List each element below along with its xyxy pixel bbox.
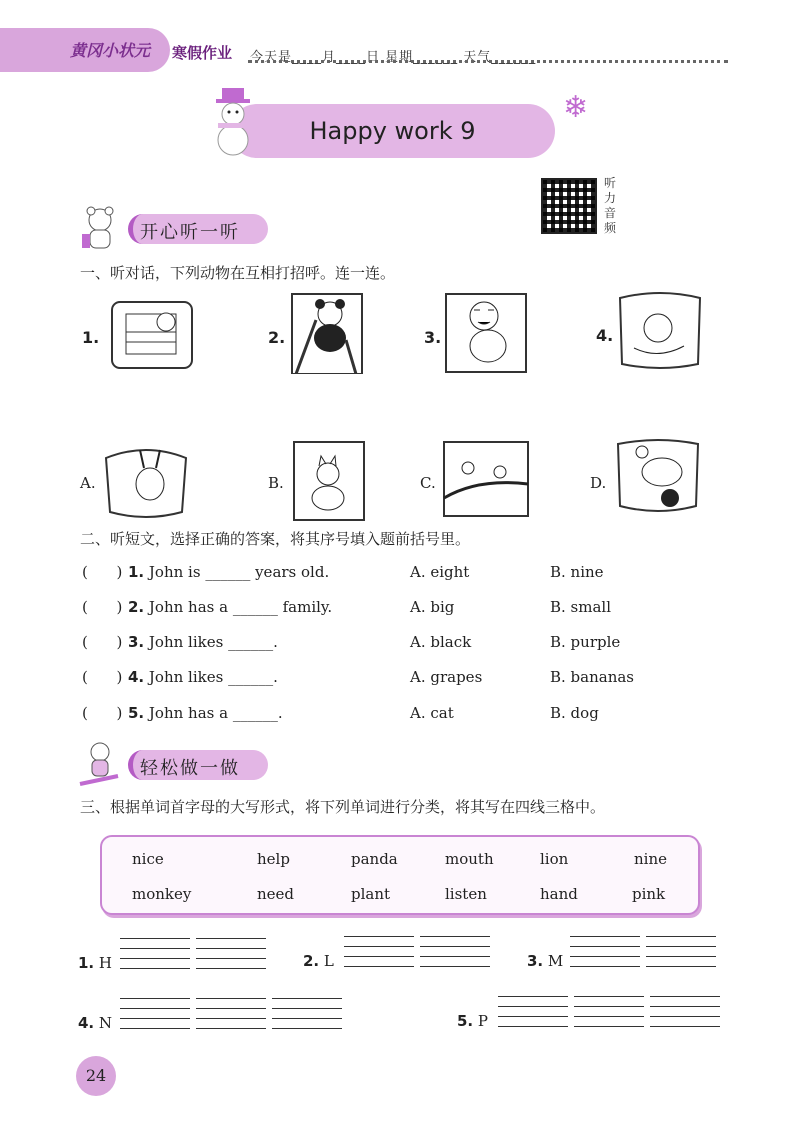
pic-letter-A: A.	[80, 474, 96, 492]
word-item: monkey	[132, 885, 192, 903]
qr-code-icon[interactable]	[541, 178, 597, 234]
item-2-option-b: B. small	[550, 598, 612, 616]
answer-4-letter: N	[98, 1014, 113, 1032]
word-item: mouth	[445, 850, 494, 868]
answer-4-label	[78, 1014, 112, 1032]
answer-5-label	[457, 1012, 488, 1030]
item-2-number: 2.	[128, 598, 145, 616]
qr-label: 听力音频	[604, 176, 617, 235]
word-item: panda	[351, 850, 398, 868]
page-title: Happy work 9	[309, 117, 476, 145]
four-line-grid[interactable]	[196, 938, 266, 970]
item-1	[128, 563, 329, 581]
item-4-number: 4.	[128, 668, 145, 686]
answer-1-letter: H	[98, 954, 113, 972]
answer-3-label	[527, 952, 563, 970]
four-line-grid[interactable]	[650, 996, 720, 1028]
word-item: lion	[540, 850, 569, 868]
four-line-grid[interactable]	[574, 996, 644, 1028]
four-line-grid[interactable]	[272, 998, 342, 1030]
pic-number-2: 2.	[268, 328, 286, 347]
item-2	[128, 598, 332, 616]
word-item: plant	[351, 885, 391, 903]
tiger-picture	[440, 290, 532, 374]
four-line-grid[interactable]	[196, 998, 266, 1030]
panda-picture	[286, 290, 378, 374]
question-1-instruction: 一、听对话，下列动物在互相打招呼。连一连。	[80, 264, 396, 282]
cat-picture	[286, 438, 378, 522]
four-line-grid[interactable]	[420, 936, 490, 968]
monkey-picture	[614, 288, 706, 372]
answer-5-letter: P	[477, 1012, 489, 1030]
pic-letter-C: C.	[420, 474, 436, 492]
rabbit-picture	[100, 438, 192, 522]
answer-1-number: 1.	[78, 954, 95, 972]
item-1-option-a: A. eight	[410, 563, 470, 581]
item-4-option-b: B. bananas	[550, 668, 635, 686]
item-2-paren[interactable]: ( )	[82, 598, 123, 616]
item-2-stem: John has a ______ family.	[148, 598, 333, 616]
word-item: listen	[445, 885, 487, 903]
header-divider	[248, 60, 728, 63]
item-3-stem: John likes ______.	[148, 633, 278, 651]
pic-number-1: 1.	[82, 328, 100, 347]
item-5-paren[interactable]: ( )	[82, 704, 123, 722]
item-5-option-a: A. cat	[410, 704, 454, 722]
section-practice-heading: 轻松做一做	[140, 758, 240, 779]
four-line-grid[interactable]	[646, 936, 716, 968]
item-5	[128, 704, 283, 722]
item-3	[128, 633, 278, 651]
item-5-number: 5.	[128, 704, 145, 722]
item-5-option-b: B. dog	[550, 704, 599, 722]
word-item: pink	[632, 885, 666, 903]
pic-number-3: 3.	[424, 328, 442, 347]
item-4-stem: John likes ______.	[148, 668, 278, 686]
item-1-number: 1.	[128, 563, 145, 581]
item-3-option-b: B. purple	[550, 633, 621, 651]
section-listen-heading: 开心听一听	[140, 222, 240, 243]
question-3-instruction: 三、根据单词首字母的大写形式，将下列单词进行分类，将其写在四线三格中。	[80, 798, 606, 816]
bear-mascot-icon	[78, 204, 122, 252]
pic-letter-D: D.	[590, 474, 607, 492]
answer-2-number: 2.	[303, 952, 320, 970]
item-1-stem: John is ______ years old.	[148, 563, 330, 581]
date-weather-line: 今天是____月____日 星期______ 天气______	[250, 50, 537, 65]
item-2-option-a: A. big	[410, 598, 455, 616]
word-item: nice	[132, 850, 164, 868]
elephant-picture	[612, 436, 704, 520]
pic-number-4: 4.	[596, 326, 614, 345]
item-4-option-a: A. grapes	[410, 668, 483, 686]
answer-4-number: 4.	[78, 1014, 95, 1032]
answer-3-letter: M	[547, 952, 564, 970]
answer-2-letter: L	[323, 952, 334, 970]
answer-2-label	[303, 952, 334, 970]
question-2-instruction: 二、听短文，选择正确的答案，将其序号填入题前括号里。	[80, 530, 471, 548]
pic-letter-B: B.	[268, 474, 284, 492]
snowflake-icon: ❄	[563, 90, 589, 125]
four-line-grid[interactable]	[120, 998, 190, 1030]
word-item: help	[257, 850, 290, 868]
four-line-grid[interactable]	[344, 936, 414, 968]
skier-mascot-icon	[78, 740, 122, 788]
four-line-grid[interactable]	[120, 938, 190, 970]
item-3-paren[interactable]: ( )	[82, 633, 123, 651]
header-subtitle: 寒假作业	[172, 44, 233, 62]
item-1-option-b: B. nine	[550, 563, 604, 581]
word-bank-box	[100, 835, 700, 915]
answer-3-number: 3.	[527, 952, 544, 970]
answer-1-label	[78, 954, 112, 972]
four-line-grid[interactable]	[498, 996, 568, 1028]
item-3-option-a: A. black	[410, 633, 472, 651]
word-item: hand	[540, 885, 578, 903]
animal-in-box-picture	[106, 292, 198, 376]
word-item: need	[257, 885, 295, 903]
answer-5-number: 5.	[457, 1012, 474, 1030]
item-3-number: 3.	[128, 633, 145, 651]
item-1-paren[interactable]: ( )	[82, 563, 123, 581]
bird-branch-picture	[438, 438, 530, 522]
item-5-stem: John has a ______.	[148, 704, 283, 722]
page-number: 24	[76, 1056, 116, 1096]
brand-logo-text: 黄冈小状元	[70, 41, 151, 60]
four-line-grid[interactable]	[570, 936, 640, 968]
item-4	[128, 668, 278, 686]
item-4-paren[interactable]: ( )	[82, 668, 123, 686]
word-item: nine	[634, 850, 667, 868]
